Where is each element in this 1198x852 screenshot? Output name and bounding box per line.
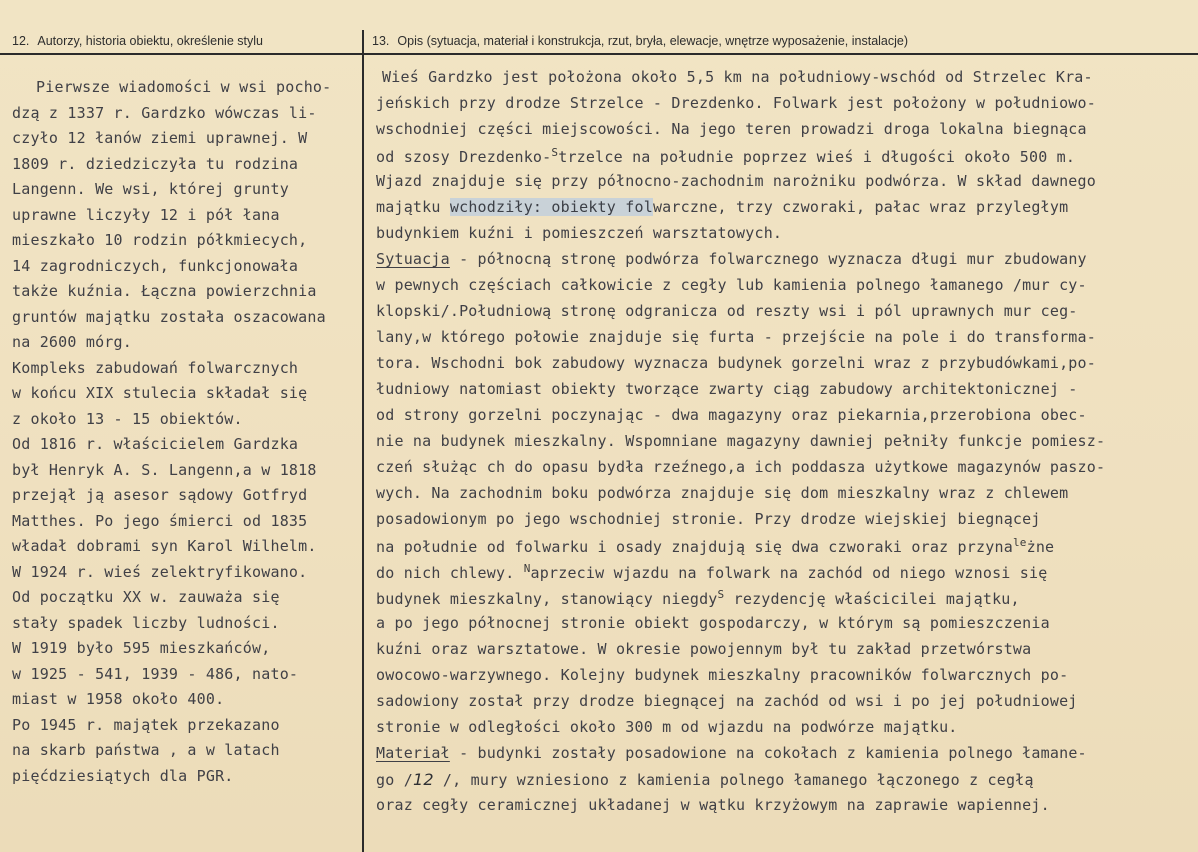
description-line bbox=[376, 562, 1047, 582]
history-line: Kompleks zabudowań folwarcznych bbox=[12, 359, 299, 377]
history-line: Matthes. Po jego śmierci od 1835 bbox=[12, 512, 308, 530]
description-line bbox=[376, 744, 1087, 762]
description-line: klopski/.Południową stronę odgranicza od reszty wsi i pól uprawnych mur ceg- bbox=[376, 302, 1078, 320]
description-line: od strony gorzelni poczynając - dwa magazyny oraz piekarnia,przerobiona obec- bbox=[376, 406, 1087, 424]
history-line: także kuźnia. Łączna powierzchnia bbox=[12, 282, 317, 300]
history-line: gruntów majątku została oszacowana bbox=[12, 308, 326, 326]
line-text: /, mury wzniesiono z kamienia polnego łamanego łączonego z cegłą bbox=[433, 771, 1034, 789]
history-line: miast w 1958 około 400. bbox=[12, 690, 225, 708]
history-line: był Henryk A. S. Langenn,a w 1818 bbox=[12, 461, 317, 479]
history-line: na skarb państwa , a w latach bbox=[12, 741, 280, 759]
line-text: na południe od folwarku i osady znajdują się dwa czworaki oraz przyna bbox=[376, 538, 1013, 556]
line-text: warczne, trzy czworaki, pałac wraz przyległym bbox=[652, 198, 1069, 216]
history-line: Od początku XX w. zauważa się bbox=[12, 588, 280, 606]
history-line: Langenn. We wsi, której grunty bbox=[12, 180, 289, 198]
description-line: nie na budynek mieszkalny. Wspomniane magazyny dawniej pełniły funkcje pomiesz- bbox=[376, 432, 1106, 450]
description-line: łudniowy natomiast obiekty tworzące zwarty ciąg zabudowy architektonicznej - bbox=[376, 380, 1078, 398]
history-line: Pierwsze wiadomości w wsi pocho- bbox=[36, 78, 332, 96]
history-line: 1809 r. dziedziczyła tu rodzina bbox=[12, 155, 299, 173]
left-header-number: 12. bbox=[12, 34, 30, 48]
left-column-header bbox=[12, 34, 263, 48]
history-line: czyło 12 łanów ziemi uprawnej. W bbox=[12, 129, 308, 147]
handwritten-correction: le bbox=[1012, 536, 1027, 549]
header-rule bbox=[0, 53, 1198, 55]
description-line bbox=[376, 588, 1020, 608]
line-text: aprzeciw wjazdu na folwark na zachód od niego wznosi się bbox=[530, 564, 1048, 582]
history-line: władał dobrami syn Karol Wilhelm. bbox=[12, 537, 317, 555]
description-line: stronie w odległości około 300 m od wjazdu na podwórze majątku. bbox=[376, 718, 958, 736]
history-line: Od 1816 r. właścicielem Gardzka bbox=[12, 435, 299, 453]
section-label-material: Materiał bbox=[376, 744, 450, 762]
right-header-title: Opis (sytuacja, materiał i konstrukcja, rzut, bryła, elewacje, wnętrze wyposażenie, instalacje) bbox=[397, 34, 909, 48]
history-line: w 1925 - 541, 1939 - 486, nato- bbox=[12, 665, 299, 683]
description-line: a po jego północnej stronie obiekt gospodarczy, w którym są pomieszczenia bbox=[376, 614, 1050, 632]
handwritten-correction: S bbox=[551, 146, 559, 159]
description-line bbox=[376, 198, 1068, 216]
description-line: oraz cegły ceramicznej układanej w wątku krzyżowym na zaprawie wapiennej. bbox=[376, 796, 1050, 814]
description-line bbox=[376, 146, 1075, 166]
line-text: - budynki zostały posadowione na cokołach z kamienia polnego łamane- bbox=[449, 744, 1087, 762]
description-line: wych. Na zachodnim boku podwórza znajduje się dom mieszkalny wraz z chlewem bbox=[376, 484, 1069, 502]
description-line bbox=[376, 536, 1054, 556]
description-line: owocowo-warzywnego. Kolejny budynek mieszkalny pracowników folwarcznych po- bbox=[376, 666, 1069, 684]
highlighted-text: wchodziły: obiekty fol bbox=[449, 198, 653, 216]
description-line bbox=[376, 770, 1034, 789]
right-header-number: 13. bbox=[372, 34, 390, 48]
description-line bbox=[376, 250, 1087, 268]
line-text: żne bbox=[1026, 538, 1055, 556]
description-line: w pewnych częściach całkowicie z cegły lub kamienia polnego łamanego /mur cy- bbox=[376, 276, 1087, 294]
line-text: rezydencję właścicilei majątku, bbox=[724, 590, 1020, 608]
line-text: - północną stronę podwórza folwarcznego wyznacza długi mur zbudowany bbox=[449, 250, 1087, 268]
history-line: w końcu XIX stulecia składał się bbox=[12, 384, 308, 402]
history-line: pięćdziesiątych dla PGR. bbox=[12, 767, 234, 785]
description-line: tora. Wschodni bok zabudowy wyznacza budynek gorzelni wraz z przybudówkami,po- bbox=[376, 354, 1096, 372]
line-text: od szosy Drezdenko- bbox=[376, 148, 552, 166]
history-line: W 1919 było 595 mieszkańców, bbox=[12, 639, 271, 657]
history-line: 14 zagrodniczych, funkcjonowała bbox=[12, 257, 299, 275]
line-text: trzelce na południe poprzez wieś i długości około 500 m. bbox=[558, 148, 1076, 166]
description-line: kuźni oraz warsztatowe. W okresie powojennym był tu zakład przetwórstwa bbox=[376, 640, 1032, 658]
history-line: z około 13 - 15 obiektów. bbox=[12, 410, 243, 428]
line-text: budynek mieszkalny, stanowiący niegdy bbox=[376, 590, 718, 608]
history-line: stały spadek liczby ludności. bbox=[12, 614, 280, 632]
description-line: sadowiony został przy drodze biegnącej na zachód od wsi i po jej południowej bbox=[376, 692, 1078, 710]
description-line: czeń służąc ch do opasu bydła rzeźnego,a ich poddasza użytkowe magazynów paszo- bbox=[376, 458, 1106, 476]
history-line: przejął ją asesor sądowy Gotfryd bbox=[12, 486, 308, 504]
column-divider bbox=[362, 30, 364, 852]
description-line: Wieś Gardzko jest położona około 5,5 km na południowy-wschód od Strzelec Kra- bbox=[382, 68, 1093, 86]
description-line: wschodniej części miejscowości. Na jego teren prowadzi droga lokalna biegnąca bbox=[376, 120, 1087, 138]
left-header-title: Autorzy, historia obiektu, określenie stylu bbox=[37, 34, 263, 48]
handwritten-correction: S bbox=[717, 588, 725, 601]
history-line: dzą z 1337 r. Gardzko wówczas li- bbox=[12, 104, 317, 122]
history-line: na 2600 mórg. bbox=[12, 333, 132, 351]
history-line: uprawne liczyły 12 i pół łana bbox=[12, 206, 280, 224]
description-line: jeńskich przy drodze Strzelce - Drezdenko. Folwark jest położony w południowo- bbox=[376, 94, 1096, 112]
right-column-header bbox=[372, 34, 908, 48]
line-text: go / bbox=[376, 771, 413, 789]
history-line: W 1924 r. wieś zelektryfikowano. bbox=[12, 563, 308, 581]
handwritten-correction: N bbox=[523, 562, 531, 575]
section-label-situation: Sytuacja bbox=[376, 250, 450, 268]
handwritten-reference-number: 12 bbox=[412, 770, 434, 789]
line-text: do nich chlewy. bbox=[376, 564, 524, 582]
description-line: Wjazd znajduje się przy północno-zachodnim narożniku podwórza. W skład dawnego bbox=[376, 172, 1096, 190]
description-line: budynkiem kuźni i pomieszczeń warsztatowych. bbox=[376, 224, 783, 242]
history-line: mieszkało 10 rodzin półkmiecych, bbox=[12, 231, 308, 249]
description-line: posadowionym po jego wschodniej stronie. Przy drodze wiejskiej biegnącej bbox=[376, 510, 1041, 528]
line-text: majątku bbox=[376, 198, 450, 216]
description-line: lany,w którego połowie znajduje się furta - przejście na pole i do transforma- bbox=[376, 328, 1096, 346]
history-line: Po 1945 r. majątek przekazano bbox=[12, 716, 280, 734]
